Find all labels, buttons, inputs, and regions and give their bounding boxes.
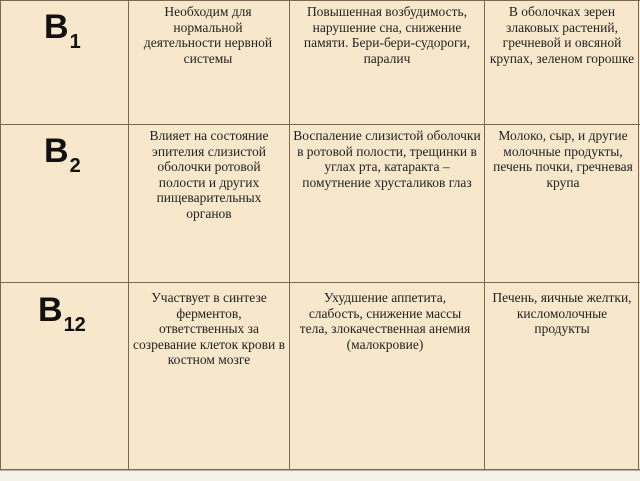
- table-border-left: [0, 0, 1, 470]
- column-divider-3: [484, 0, 485, 470]
- table-cell-sources: В оболочках зерен злаковых растений, гречневой и овсяной крупах, зеленом горошке: [489, 4, 635, 66]
- table-cell-sources: Молоко, сыр, и другие молочные продукты, печень почки, гречневая крупа: [493, 128, 633, 190]
- table-cell-role: Влияет на состояние эпителия слизистой оболочки ротовой полости и других пищеварительных органов: [149, 128, 269, 221]
- table-border-top: [0, 0, 640, 1]
- row-divider-1: [0, 124, 640, 125]
- table-cell-deficiency: Ухудшение аппетита, слабость, снижение массы тела, злокачественная анемия (малокровие): [299, 290, 471, 352]
- slide-bottom-edge: [0, 470, 640, 481]
- table-border-right: [638, 0, 639, 470]
- table-row-vitamin-label: $B_{12}$: [38, 291, 86, 336]
- column-divider-2: [289, 0, 290, 470]
- column-divider-1: [128, 0, 129, 470]
- table-cell-deficiency: Воспаление слизистой оболочки в ротовой полости, трещинки в углах рта, катаракта – помутнение хрусталиков глаз: [293, 128, 481, 190]
- table-cell-role: Участвует в синтезе ферментов, ответственных за созревание клеток крови в костном мозге: [133, 290, 285, 367]
- table-cell-role: Необходим для нормальной деятельности нервной системы: [143, 4, 273, 66]
- table-cell-deficiency: Повышенная возбудимость, нарушение сна, снижение памяти. Бери-бери-судороги, паралич: [303, 4, 471, 66]
- table-cell-sources: Печень, яичные желтки, кисломолочные продукты: [492, 290, 632, 336]
- row-divider-2: [0, 282, 640, 283]
- table-row-vitamin-label: $B_2$: [44, 132, 81, 177]
- table-row-vitamin-label: $B_1$: [44, 8, 81, 53]
